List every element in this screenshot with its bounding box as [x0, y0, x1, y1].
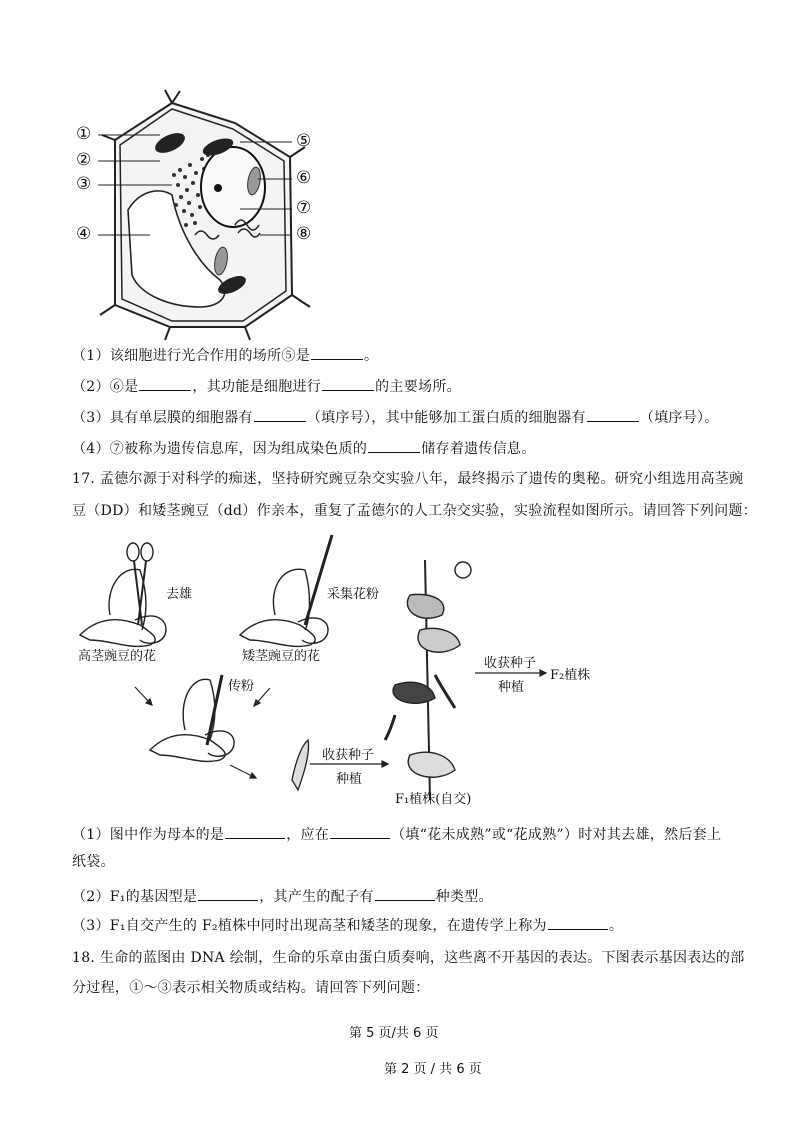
answer-blank[interactable] — [548, 915, 608, 930]
answer-blank[interactable] — [225, 824, 285, 839]
label-harvest-seeds-1: 收获种子 — [322, 748, 375, 763]
answer-blank[interactable] — [322, 376, 374, 391]
cell-label-3: ③ — [76, 174, 92, 194]
pea-cross-diagram — [70, 540, 615, 810]
label-emasculate: 去雄 — [166, 587, 193, 602]
answer-blank[interactable] — [198, 886, 258, 901]
q17-stem-line1: 17. 孟德尔源于对科学的痴迷，坚持研究豌豆杂交实验八年，最终揭示了遗传的奥秘。研究小组选用高茎豌 — [72, 471, 744, 487]
cell-diagram — [60, 95, 340, 335]
f1-plant-drawing — [385, 560, 471, 800]
q16-sub4: （4）⑦被称为遗传信息库，因为组成染色质的 储存着遗传信息。 — [72, 438, 536, 459]
q16-sub3: （3）具有单层膜的细胞器有 （填序号），其中能够加工蛋白质的细胞器有 （填序号）。 — [72, 407, 719, 428]
q16-sub1: （1）该细胞进行光合作用的场所⑤是 。 — [72, 345, 378, 366]
q18-stem-line1: 18. 生命的蓝图由 DNA 绘制，生命的乐章由蛋白质奏响，这些离不开基因的表达。下图表示基因表达的部 — [72, 950, 745, 966]
q18-stem-line2: 分过程，①～③表示相关物质或结构。请回答下列问题： — [72, 980, 430, 996]
answer-blank[interactable] — [368, 438, 420, 453]
label-f1-plants: F₁植株(自交) — [395, 792, 472, 807]
q17-sub2: （2）F₁的基因型是 ，其产生的配子有 种类型。 — [72, 886, 493, 907]
cell-label-2: ② — [76, 150, 92, 170]
dwarf-flower-drawing — [240, 535, 332, 646]
pea-pod-drawing — [292, 740, 309, 790]
answer-blank[interactable] — [139, 376, 191, 391]
answer-blank[interactable] — [587, 407, 639, 422]
cell-label-7: ⑦ — [296, 198, 312, 218]
label-plant-1: 种植 — [336, 772, 363, 787]
label-plant-2: 种植 — [498, 680, 525, 695]
answer-blank[interactable] — [375, 886, 435, 901]
label-dwarf-flower: 矮茎豌豆的花 — [242, 649, 321, 664]
label-tall-flower: 高茎豌豆的花 — [78, 649, 157, 664]
answer-blank[interactable] — [254, 407, 306, 422]
label-collect-pollen: 采集花粉 — [327, 587, 380, 602]
answer-blank[interactable] — [311, 345, 363, 360]
cell-label-4: ④ — [76, 224, 92, 244]
cell-label-1: ① — [76, 124, 92, 144]
label-f2-plants: F₂植株 — [550, 668, 591, 683]
inner-page-number: 第 5 页/共 6 页 — [349, 1026, 439, 1041]
tall-flower-drawing — [80, 543, 166, 646]
label-pollinate: 传粉 — [228, 679, 255, 694]
outer-page-number: 第 2 页 / 共 6 页 — [384, 1062, 482, 1077]
q17-sub1: （1）图中作为母本的是 ，应在 （填“花未成熟”或“花成熟”）时对其去雄，然后套上 — [72, 824, 721, 845]
cell-label-8: ⑧ — [296, 224, 312, 244]
q17-sub3: （3）F₁自交产生的 F₂植株中同时出现高茎和矮茎的现象，在遗传学上称为 。 — [72, 915, 623, 936]
answer-blank[interactable] — [330, 824, 390, 839]
q17-stem-line2: 豆（DD）和矮茎豌豆（dd）作亲本，重复了孟德尔的人工杂交实验，实验流程如图所示。请回答下列问题： — [72, 503, 758, 519]
q16-sub2: （2）⑥是 ，其功能是细胞进行 的主要场所。 — [72, 376, 461, 397]
cell-label-5: ⑤ — [296, 131, 312, 151]
q17-sub1-cont: 纸袋。 — [72, 854, 115, 870]
label-harvest-seeds-2: 收获种子 — [484, 656, 537, 671]
pollinated-flower-drawing — [150, 675, 234, 761]
cell-label-6: ⑥ — [296, 168, 312, 188]
